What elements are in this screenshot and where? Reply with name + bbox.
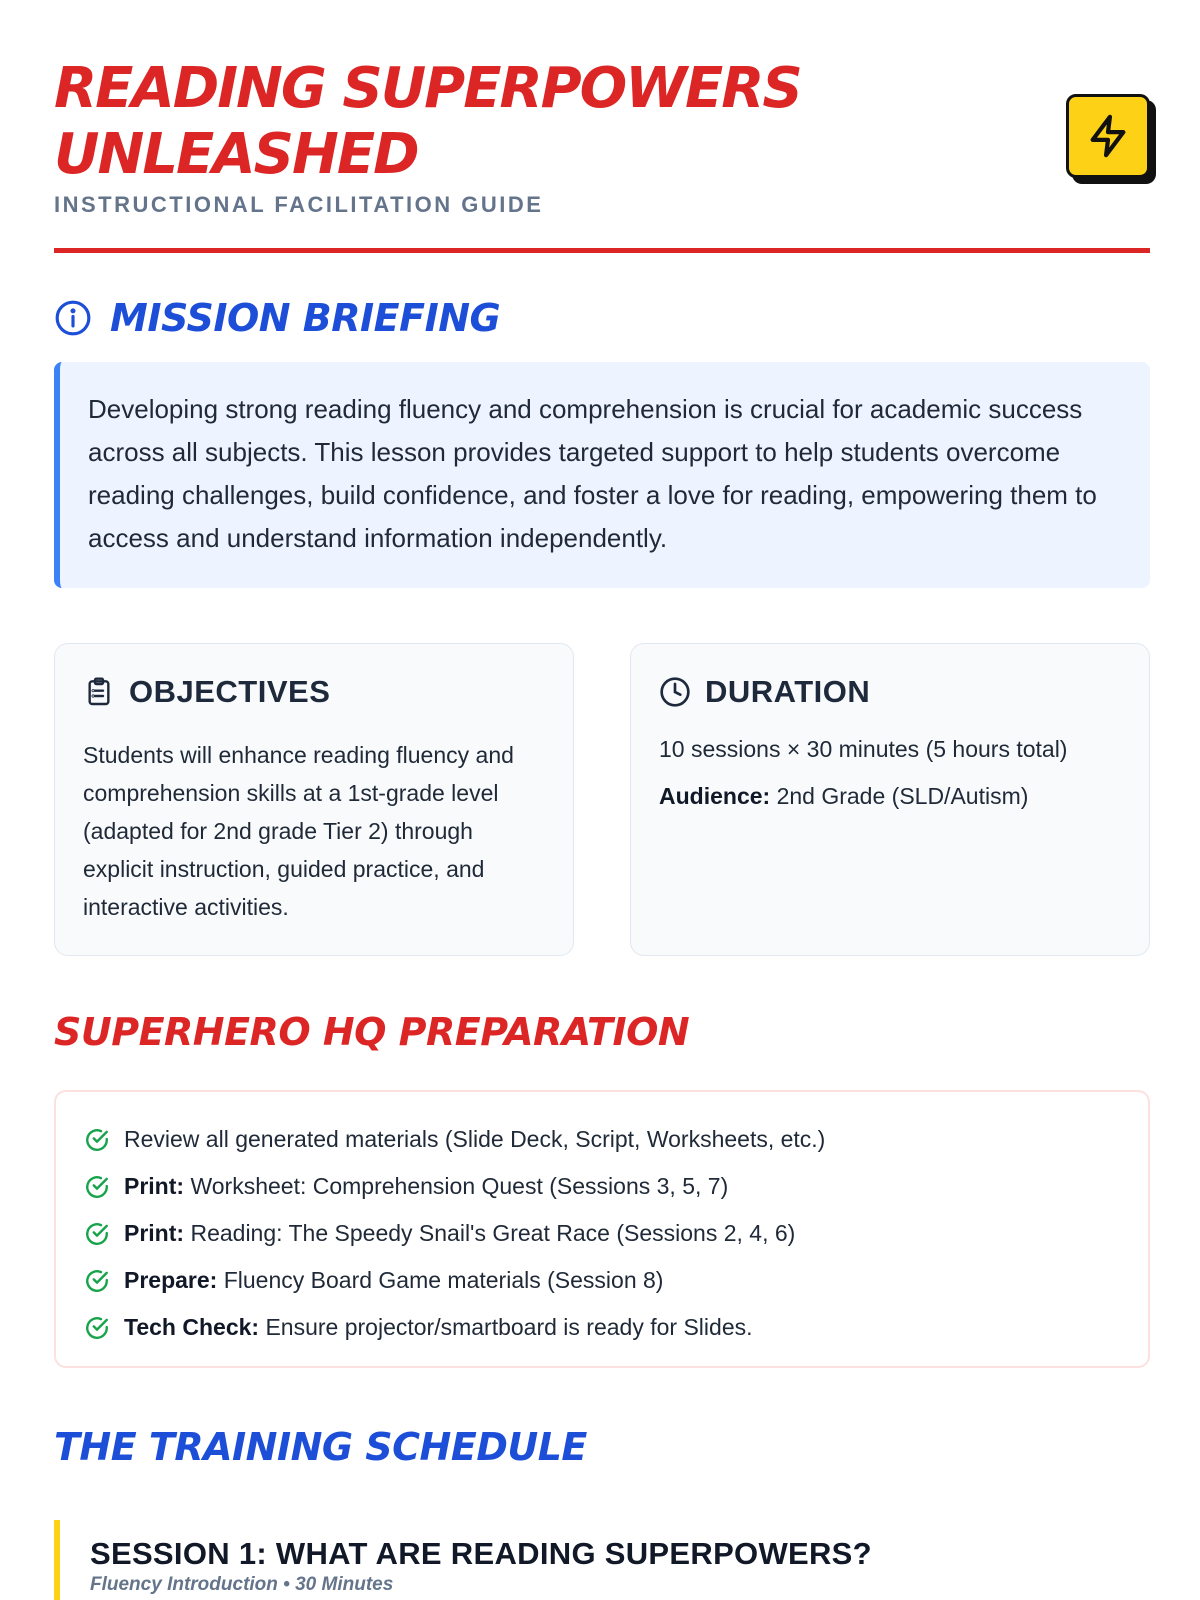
prep-item [84, 1304, 1120, 1351]
lightning-badge [1066, 94, 1150, 178]
prep-item [84, 1116, 1120, 1163]
duration-audience [659, 773, 1121, 820]
objectives-text: Students will enhance reading fluency and comprehension skills at a 1st-grade level (adapted for 2nd grade Tier 2) through explicit instruction, guided practice, and interactive activities. [83, 742, 514, 920]
prep-item-text: Reading: The Speedy Snail's Great Race (Sessions 2, 4, 6) [190, 1220, 796, 1246]
prep-item-label: Tech Check: [124, 1314, 260, 1340]
prep-item [84, 1163, 1120, 1210]
prep-item-label: Prepare: [124, 1267, 218, 1293]
clipboard-icon [83, 676, 115, 708]
check-circle-icon [84, 1221, 110, 1247]
audience-label: Audience: [659, 783, 771, 809]
duration-card [630, 643, 1150, 956]
objectives-title: OBJECTIVES [129, 674, 331, 709]
schedule-title: THE TRAINING SCHEDULE [54, 1425, 587, 1469]
prep-item [84, 1257, 1120, 1304]
page-subtitle: INSTRUCTIONAL FACILITATION GUIDE [54, 192, 544, 217]
prep-item [84, 1210, 1120, 1257]
session-title: SESSION 1: WHAT ARE READING SUPERPOWERS? [90, 1536, 872, 1571]
prep-item-label: Print: [124, 1220, 185, 1246]
lightning-bolt-icon [1085, 113, 1131, 159]
prep-item-text: Worksheet: Comprehension Quest (Sessions 3, 5, 7) [190, 1173, 729, 1199]
info-icon [54, 299, 92, 337]
check-circle-icon [84, 1174, 110, 1200]
check-circle-icon [84, 1315, 110, 1341]
page-header [54, 56, 1150, 218]
schedule-heading [54, 1425, 587, 1469]
mission-briefing-title: MISSION BRIEFING [110, 296, 501, 340]
page-title: READING SUPERPOWERS UNLEASHED [54, 56, 801, 187]
prep-item-label: Print: [124, 1173, 185, 1199]
prep-title: SUPERHERO HQ PREPARATION [54, 1010, 690, 1054]
objectives-heading [83, 674, 545, 710]
session-card [54, 1520, 1150, 1600]
session-meta: Fluency Introduction • 30 Minutes [90, 1574, 394, 1595]
header-divider [54, 248, 1150, 253]
mission-briefing-heading [54, 296, 500, 340]
prep-item-text: Review all generated materials (Slide Deck, Script, Worksheets, etc.) [124, 1126, 826, 1152]
prep-heading [54, 1010, 689, 1054]
duration-title: DURATION [705, 674, 871, 709]
clock-icon [659, 676, 691, 708]
mission-briefing-text: Developing strong reading fluency and comprehension is crucial for academic success across all subjects. This lesson provides targeted support to help students overcome reading challenges, build confidence, and foster a love for reading, empowering them to access and understand information independently. [54, 362, 1150, 588]
prep-checklist [54, 1090, 1150, 1368]
audience-value: 2nd Grade (SLD/Autism) [776, 783, 1029, 809]
duration-sessions: 10 sessions × 30 minutes (5 hours total) [659, 736, 1068, 762]
prep-item-text: Fluency Board Game materials (Session 8) [223, 1267, 664, 1293]
duration-heading [659, 674, 1121, 710]
prep-item-text: Ensure projector/smartboard is ready for Slides. [265, 1314, 753, 1340]
objectives-card [54, 643, 574, 956]
check-circle-icon [84, 1127, 110, 1153]
check-circle-icon [84, 1268, 110, 1294]
